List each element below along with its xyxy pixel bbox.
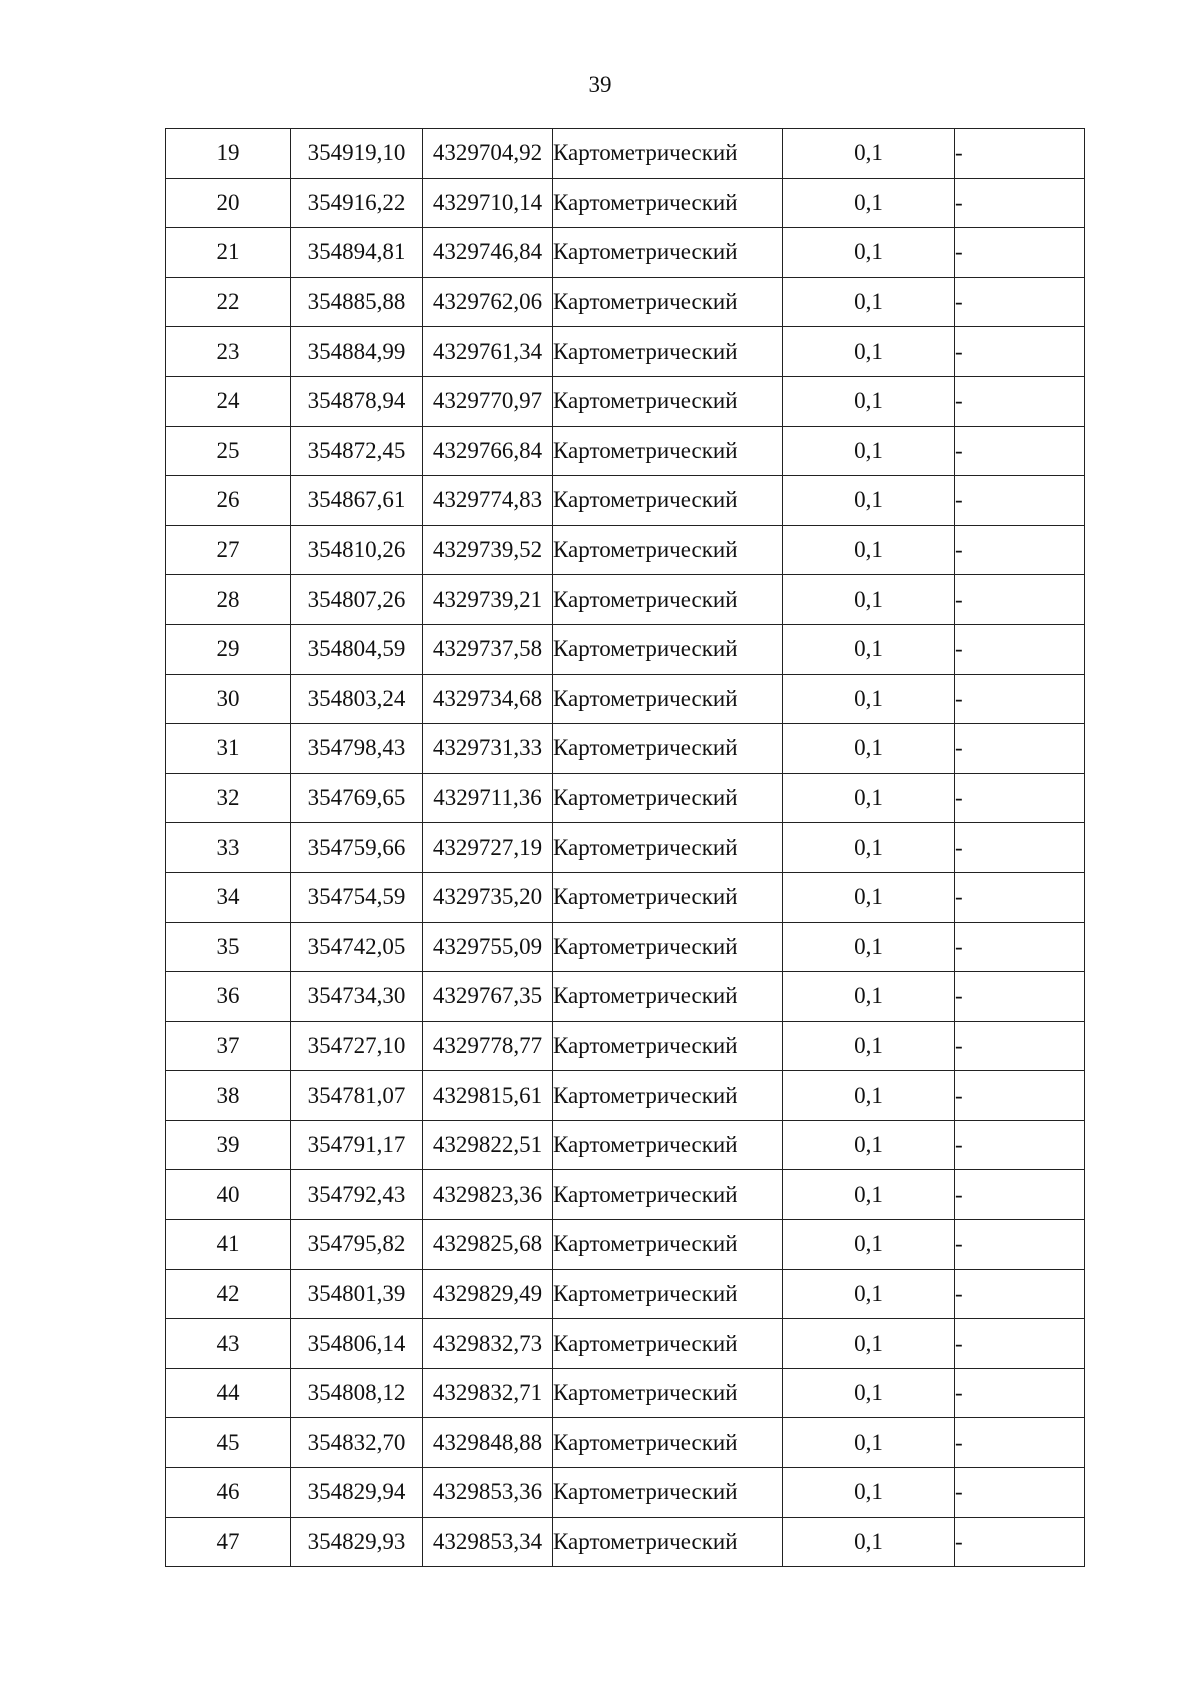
method-cell: Картометрический [553, 376, 783, 426]
accuracy-cell: 0,1 [783, 1517, 955, 1567]
note-cell: - [955, 1120, 1085, 1170]
y-coordinate-cell: 4329711,36 [423, 773, 553, 823]
accuracy-cell: 0,1 [783, 823, 955, 873]
y-coordinate-cell: 4329755,09 [423, 922, 553, 972]
point-number-cell: 44 [166, 1368, 291, 1418]
x-coordinate-cell: 354759,66 [291, 823, 423, 873]
note-cell: - [955, 525, 1085, 575]
table-row [166, 1021, 1085, 1071]
note-cell: - [955, 1021, 1085, 1071]
accuracy-cell: 0,1 [783, 277, 955, 327]
method-cell: Картометрический [553, 624, 783, 674]
y-coordinate-cell: 4329739,21 [423, 575, 553, 625]
x-coordinate-cell: 354872,45 [291, 426, 423, 476]
point-number-cell: 23 [166, 327, 291, 377]
table-row [166, 1170, 1085, 1220]
table-row [166, 1468, 1085, 1518]
accuracy-cell: 0,1 [783, 1468, 955, 1518]
method-cell: Картометрический [553, 1220, 783, 1270]
note-cell: - [955, 277, 1085, 327]
point-number-cell: 43 [166, 1319, 291, 1369]
table-row [166, 1368, 1085, 1418]
x-coordinate-cell: 354742,05 [291, 922, 423, 972]
y-coordinate-cell: 4329762,06 [423, 277, 553, 327]
note-cell: - [955, 178, 1085, 228]
y-coordinate-cell: 4329774,83 [423, 476, 553, 526]
method-cell: Картометрический [553, 1120, 783, 1170]
y-coordinate-cell: 4329761,34 [423, 327, 553, 377]
y-coordinate-cell: 4329832,71 [423, 1368, 553, 1418]
accuracy-cell: 0,1 [783, 376, 955, 426]
table-row [166, 476, 1085, 526]
note-cell: - [955, 476, 1085, 526]
y-coordinate-cell: 4329853,36 [423, 1468, 553, 1518]
point-number-cell: 26 [166, 476, 291, 526]
table-row [166, 1269, 1085, 1319]
table-row [166, 922, 1085, 972]
x-coordinate-cell: 354769,65 [291, 773, 423, 823]
accuracy-cell: 0,1 [783, 624, 955, 674]
accuracy-cell: 0,1 [783, 1269, 955, 1319]
point-number-cell: 42 [166, 1269, 291, 1319]
point-number-cell: 39 [166, 1120, 291, 1170]
y-coordinate-cell: 4329815,61 [423, 1071, 553, 1121]
accuracy-cell: 0,1 [783, 327, 955, 377]
y-coordinate-cell: 4329848,88 [423, 1418, 553, 1468]
method-cell: Картометрический [553, 476, 783, 526]
method-cell: Картометрический [553, 1418, 783, 1468]
accuracy-cell: 0,1 [783, 1368, 955, 1418]
x-coordinate-cell: 354754,59 [291, 872, 423, 922]
method-cell: Картометрический [553, 1021, 783, 1071]
method-cell: Картометрический [553, 426, 783, 476]
table-row [166, 674, 1085, 724]
note-cell: - [955, 1517, 1085, 1567]
x-coordinate-cell: 354795,82 [291, 1220, 423, 1270]
method-cell: Картометрический [553, 674, 783, 724]
accuracy-cell: 0,1 [783, 1220, 955, 1270]
note-cell: - [955, 724, 1085, 774]
x-coordinate-cell: 354804,59 [291, 624, 423, 674]
x-coordinate-cell: 354734,30 [291, 972, 423, 1022]
point-number-cell: 36 [166, 972, 291, 1022]
point-number-cell: 47 [166, 1517, 291, 1567]
point-number-cell: 22 [166, 277, 291, 327]
table-row [166, 376, 1085, 426]
note-cell: - [955, 1468, 1085, 1518]
page-number: 39 [588, 72, 612, 97]
method-cell: Картометрический [553, 1468, 783, 1518]
x-coordinate-cell: 354801,39 [291, 1269, 423, 1319]
y-coordinate-cell: 4329825,68 [423, 1220, 553, 1270]
coordinates-table-body [166, 129, 1085, 1567]
method-cell: Картометрический [553, 922, 783, 972]
method-cell: Картометрический [553, 1368, 783, 1418]
x-coordinate-cell: 354894,81 [291, 228, 423, 278]
coordinates-table [165, 128, 1085, 1567]
x-coordinate-cell: 354806,14 [291, 1319, 423, 1369]
accuracy-cell: 0,1 [783, 1021, 955, 1071]
note-cell: - [955, 1220, 1085, 1270]
accuracy-cell: 0,1 [783, 773, 955, 823]
point-number-cell: 33 [166, 823, 291, 873]
accuracy-cell: 0,1 [783, 1319, 955, 1369]
method-cell: Картометрический [553, 872, 783, 922]
accuracy-cell: 0,1 [783, 575, 955, 625]
table-row [166, 624, 1085, 674]
x-coordinate-cell: 354829,94 [291, 1468, 423, 1518]
table-row [166, 1418, 1085, 1468]
y-coordinate-cell: 4329704,92 [423, 129, 553, 179]
method-cell: Картометрический [553, 575, 783, 625]
note-cell: - [955, 823, 1085, 873]
x-coordinate-cell: 354919,10 [291, 129, 423, 179]
point-number-cell: 45 [166, 1418, 291, 1468]
method-cell: Картометрический [553, 228, 783, 278]
note-cell: - [955, 674, 1085, 724]
table-row [166, 178, 1085, 228]
method-cell: Картометрический [553, 129, 783, 179]
table-row [166, 773, 1085, 823]
note-cell: - [955, 872, 1085, 922]
accuracy-cell: 0,1 [783, 972, 955, 1022]
point-number-cell: 24 [166, 376, 291, 426]
y-coordinate-cell: 4329832,73 [423, 1319, 553, 1369]
y-coordinate-cell: 4329739,52 [423, 525, 553, 575]
x-coordinate-cell: 354781,07 [291, 1071, 423, 1121]
accuracy-cell: 0,1 [783, 724, 955, 774]
note-cell: - [955, 376, 1085, 426]
point-number-cell: 34 [166, 872, 291, 922]
method-cell: Картометрический [553, 1517, 783, 1567]
note-cell: - [955, 1319, 1085, 1369]
table-row [166, 525, 1085, 575]
x-coordinate-cell: 354803,24 [291, 674, 423, 724]
method-cell: Картометрический [553, 972, 783, 1022]
point-number-cell: 35 [166, 922, 291, 972]
x-coordinate-cell: 354885,88 [291, 277, 423, 327]
accuracy-cell: 0,1 [783, 1120, 955, 1170]
x-coordinate-cell: 354792,43 [291, 1170, 423, 1220]
accuracy-cell: 0,1 [783, 476, 955, 526]
point-number-cell: 28 [166, 575, 291, 625]
x-coordinate-cell: 354878,94 [291, 376, 423, 426]
point-number-cell: 31 [166, 724, 291, 774]
note-cell: - [955, 922, 1085, 972]
method-cell: Картометрический [553, 823, 783, 873]
point-number-cell: 30 [166, 674, 291, 724]
accuracy-cell: 0,1 [783, 674, 955, 724]
y-coordinate-cell: 4329735,20 [423, 872, 553, 922]
x-coordinate-cell: 354798,43 [291, 724, 423, 774]
point-number-cell: 27 [166, 525, 291, 575]
y-coordinate-cell: 4329822,51 [423, 1120, 553, 1170]
table-row [166, 426, 1085, 476]
y-coordinate-cell: 4329829,49 [423, 1269, 553, 1319]
y-coordinate-cell: 4329770,97 [423, 376, 553, 426]
x-coordinate-cell: 354867,61 [291, 476, 423, 526]
table-row [166, 872, 1085, 922]
note-cell: - [955, 228, 1085, 278]
y-coordinate-cell: 4329737,58 [423, 624, 553, 674]
method-cell: Картометрический [553, 1071, 783, 1121]
y-coordinate-cell: 4329778,77 [423, 1021, 553, 1071]
note-cell: - [955, 1170, 1085, 1220]
x-coordinate-cell: 354832,70 [291, 1418, 423, 1468]
x-coordinate-cell: 354916,22 [291, 178, 423, 228]
method-cell: Картометрический [553, 773, 783, 823]
method-cell: Картометрический [553, 1319, 783, 1369]
y-coordinate-cell: 4329727,19 [423, 823, 553, 873]
table-row [166, 823, 1085, 873]
y-coordinate-cell: 4329710,14 [423, 178, 553, 228]
y-coordinate-cell: 4329823,36 [423, 1170, 553, 1220]
y-coordinate-cell: 4329766,84 [423, 426, 553, 476]
point-number-cell: 21 [166, 228, 291, 278]
table-row [166, 1120, 1085, 1170]
y-coordinate-cell: 4329731,33 [423, 724, 553, 774]
method-cell: Картометрический [553, 277, 783, 327]
y-coordinate-cell: 4329746,84 [423, 228, 553, 278]
table-row [166, 972, 1085, 1022]
x-coordinate-cell: 354829,93 [291, 1517, 423, 1567]
table-row [166, 1071, 1085, 1121]
y-coordinate-cell: 4329853,34 [423, 1517, 553, 1567]
x-coordinate-cell: 354807,26 [291, 575, 423, 625]
method-cell: Картометрический [553, 525, 783, 575]
point-number-cell: 38 [166, 1071, 291, 1121]
x-coordinate-cell: 354791,17 [291, 1120, 423, 1170]
accuracy-cell: 0,1 [783, 525, 955, 575]
method-cell: Картометрический [553, 178, 783, 228]
note-cell: - [955, 327, 1085, 377]
point-number-cell: 25 [166, 426, 291, 476]
x-coordinate-cell: 354727,10 [291, 1021, 423, 1071]
table-row [166, 277, 1085, 327]
accuracy-cell: 0,1 [783, 872, 955, 922]
accuracy-cell: 0,1 [783, 129, 955, 179]
note-cell: - [955, 624, 1085, 674]
method-cell: Картометрический [553, 724, 783, 774]
point-number-cell: 20 [166, 178, 291, 228]
point-number-cell: 19 [166, 129, 291, 179]
accuracy-cell: 0,1 [783, 1418, 955, 1468]
point-number-cell: 29 [166, 624, 291, 674]
note-cell: - [955, 1418, 1085, 1468]
table-row [166, 327, 1085, 377]
method-cell: Картометрический [553, 1269, 783, 1319]
x-coordinate-cell: 354808,12 [291, 1368, 423, 1418]
note-cell: - [955, 129, 1085, 179]
note-cell: - [955, 426, 1085, 476]
accuracy-cell: 0,1 [783, 922, 955, 972]
accuracy-cell: 0,1 [783, 426, 955, 476]
table-row [166, 129, 1085, 179]
point-number-cell: 46 [166, 1468, 291, 1518]
point-number-cell: 32 [166, 773, 291, 823]
point-number-cell: 37 [166, 1021, 291, 1071]
table-row [166, 1319, 1085, 1369]
table-row [166, 228, 1085, 278]
y-coordinate-cell: 4329767,35 [423, 972, 553, 1022]
accuracy-cell: 0,1 [783, 1071, 955, 1121]
table-row [166, 724, 1085, 774]
note-cell: - [955, 1269, 1085, 1319]
note-cell: - [955, 575, 1085, 625]
accuracy-cell: 0,1 [783, 1170, 955, 1220]
method-cell: Картометрический [553, 327, 783, 377]
note-cell: - [955, 972, 1085, 1022]
method-cell: Картометрический [553, 1170, 783, 1220]
y-coordinate-cell: 4329734,68 [423, 674, 553, 724]
table-row [166, 1220, 1085, 1270]
note-cell: - [955, 1368, 1085, 1418]
note-cell: - [955, 1071, 1085, 1121]
accuracy-cell: 0,1 [783, 178, 955, 228]
x-coordinate-cell: 354884,99 [291, 327, 423, 377]
note-cell: - [955, 773, 1085, 823]
x-coordinate-cell: 354810,26 [291, 525, 423, 575]
point-number-cell: 41 [166, 1220, 291, 1270]
accuracy-cell: 0,1 [783, 228, 955, 278]
point-number-cell: 40 [166, 1170, 291, 1220]
table-row [166, 575, 1085, 625]
table-row [166, 1517, 1085, 1567]
